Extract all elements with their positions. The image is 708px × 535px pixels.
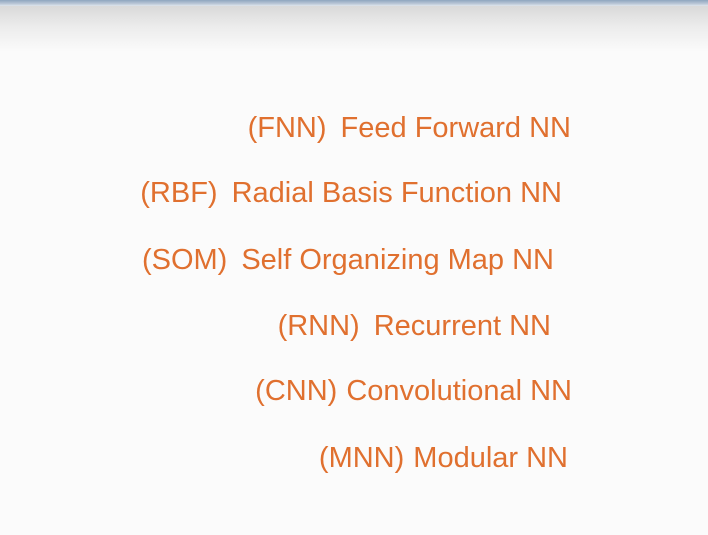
nn-type-item: [142, 242, 554, 278]
top-shadow: [0, 6, 708, 52]
nn-abbreviation: (RBF): [140, 177, 218, 209]
nn-type-item: [248, 110, 571, 146]
nn-abbreviation: (SOM): [141, 244, 228, 276]
nn-type-item: [319, 440, 568, 476]
nn-full-name: Convolutional NN: [346, 375, 572, 407]
nn-abbreviation: (RNN): [277, 310, 360, 342]
nn-abbreviation: (CNN): [255, 375, 338, 407]
nn-full-name: Recurrent NN: [373, 310, 551, 342]
nn-full-name: Self Organizing Map NN: [241, 244, 554, 276]
nn-full-name: Feed Forward NN: [340, 112, 571, 144]
nn-full-name: Modular NN: [413, 442, 568, 474]
nn-type-item: [255, 373, 572, 409]
nn-type-item: [278, 308, 551, 344]
nn-full-name: Radial Basis Function NN: [231, 177, 562, 209]
nn-abbreviation: (MNN): [318, 442, 405, 474]
nn-type-item: [140, 175, 562, 211]
nn-abbreviation: (FNN): [247, 112, 327, 144]
